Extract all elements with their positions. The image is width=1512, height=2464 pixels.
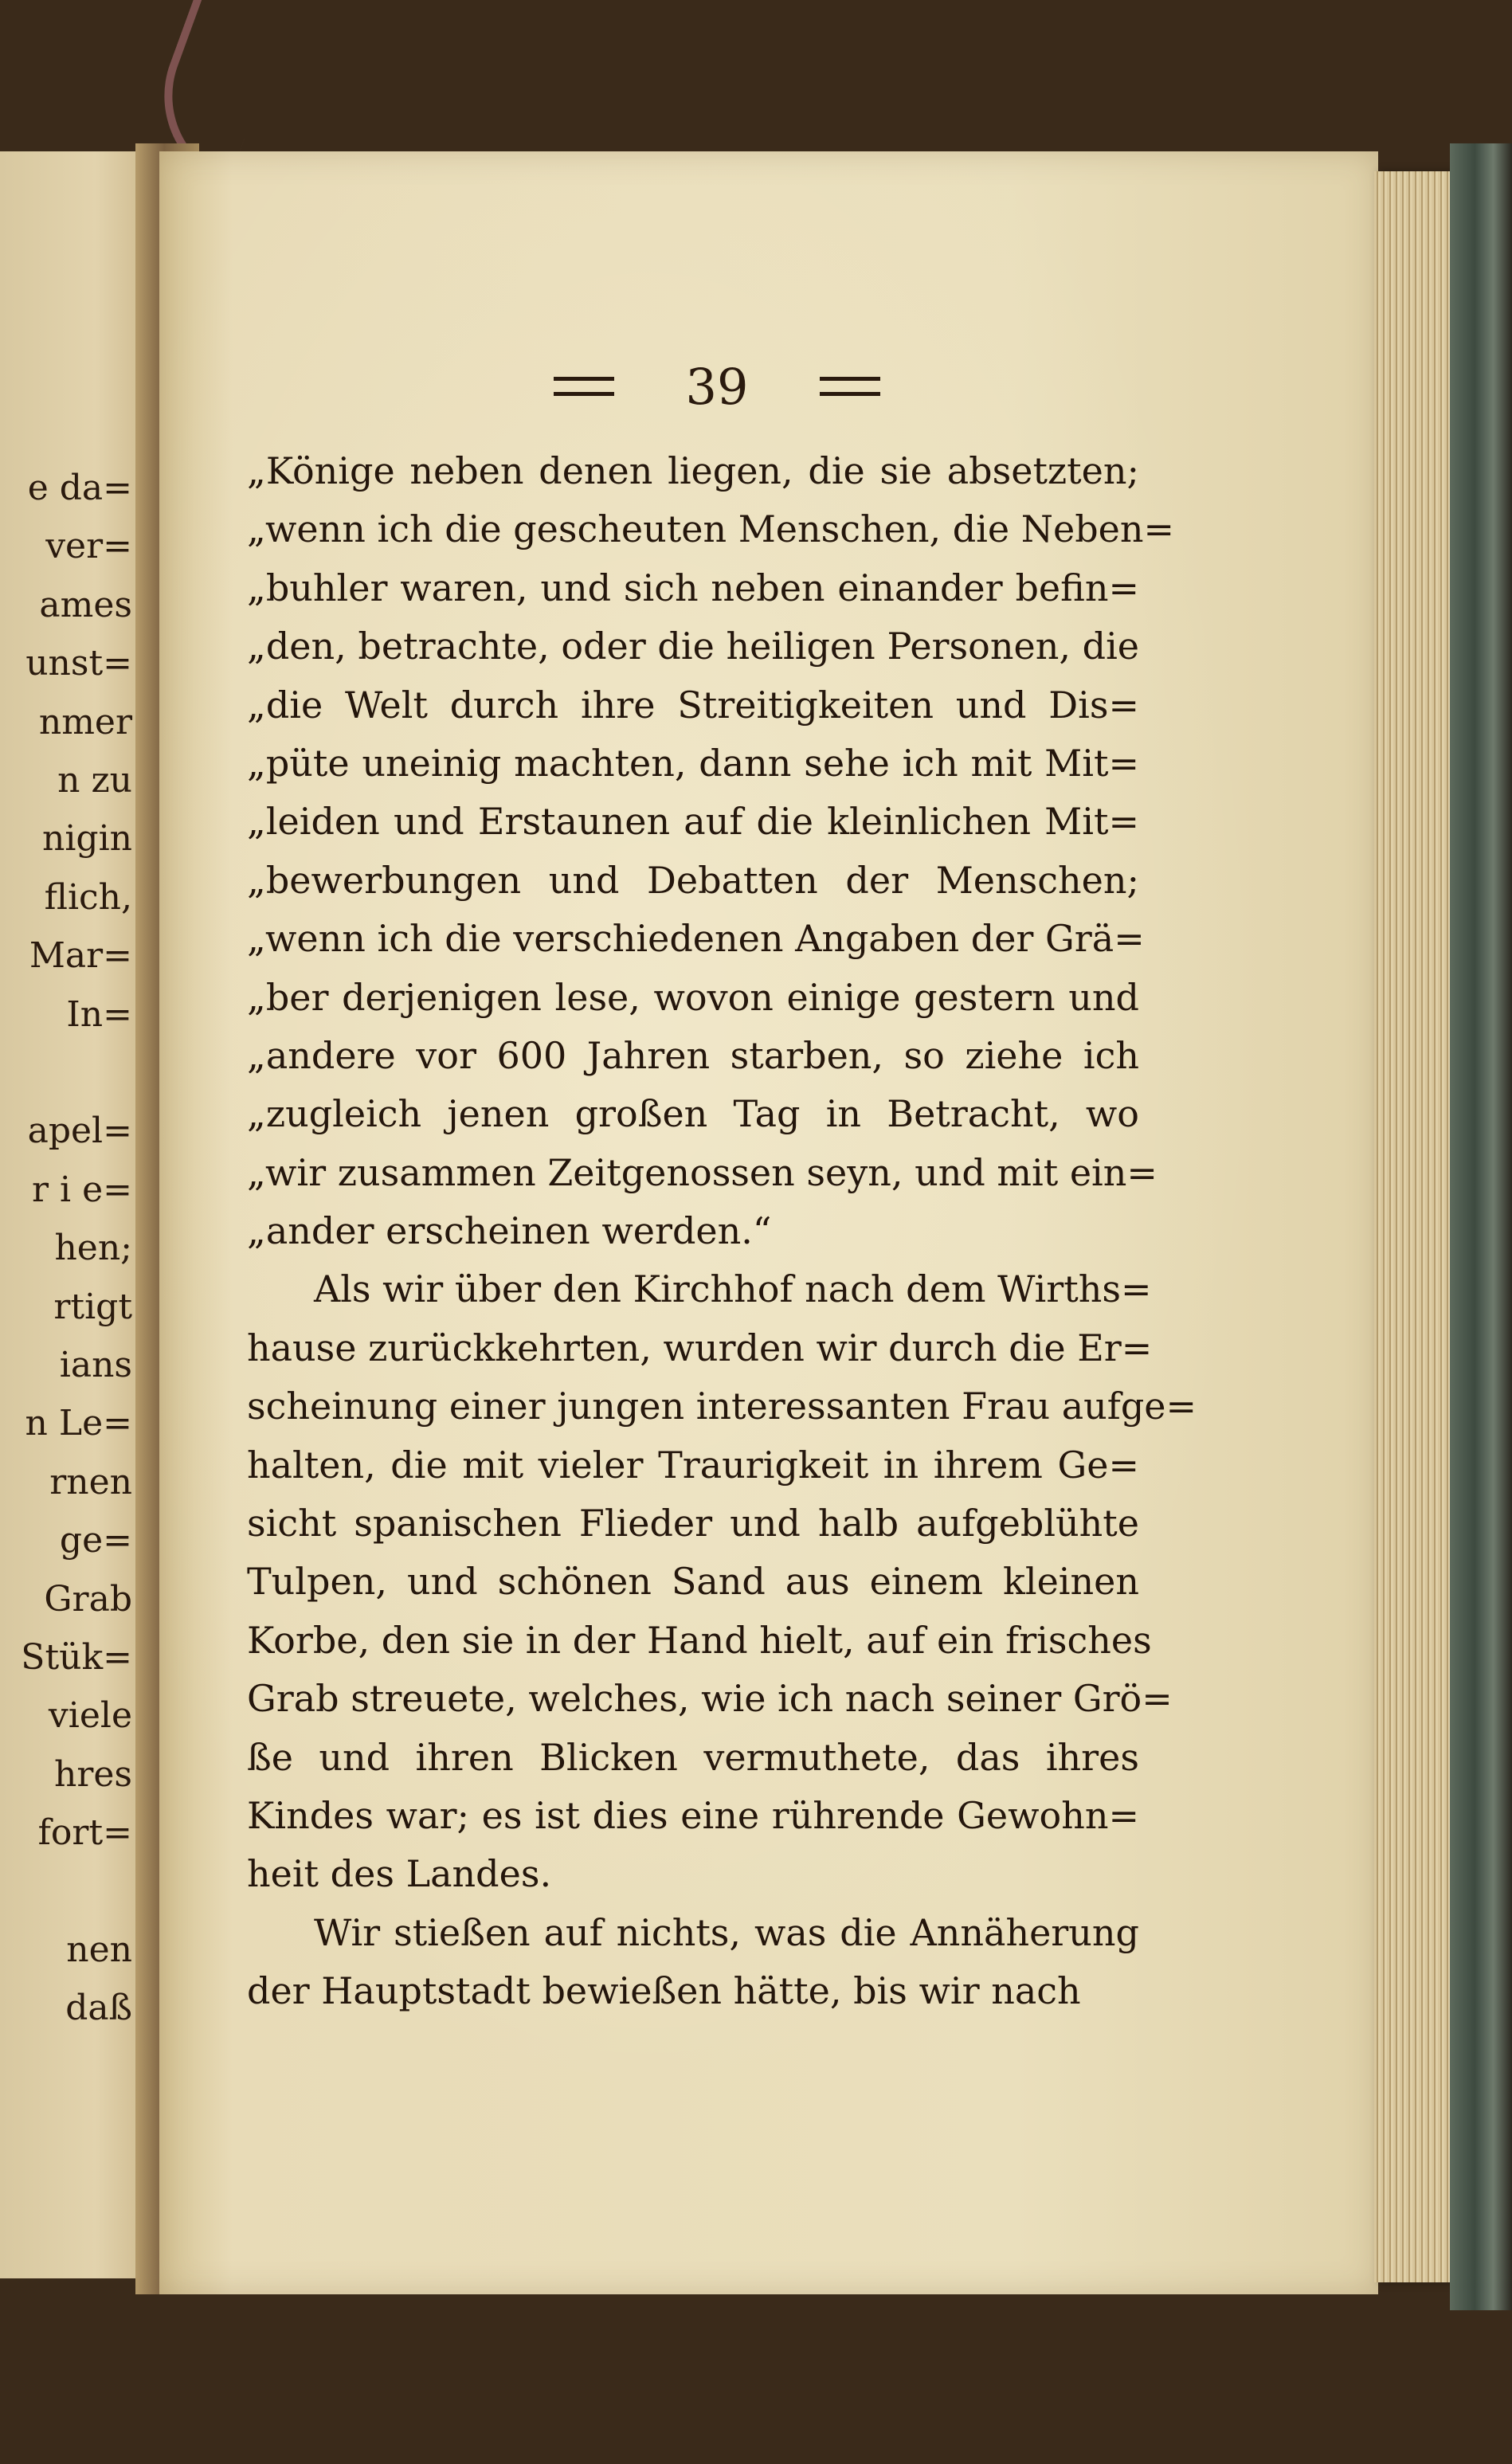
text-line: halten, die mit vieler Traurigkeit in ihrem Ge= <box>247 1443 1139 1487</box>
text-line: „wenn ich die verschiedenen Angaben der Grä= <box>247 917 1145 961</box>
text-line: „bewerbungen und Debatten der Menschen; <box>247 858 1139 902</box>
left-page-fragment: n Le= <box>25 1403 132 1444</box>
left-page-fragment: nmer <box>38 701 132 742</box>
text-line: hause zurückkehrten, wurden wir durch die Er= <box>247 1326 1153 1369</box>
left-page-fragment: Mar= <box>29 935 132 977</box>
text-line: „püte uneinig machten, dann sehe ich mit Mit= <box>247 741 1139 785</box>
left-page-fragment: In= <box>66 993 132 1035</box>
text-line: „den, betrachte, oder die heiligen Personen, die <box>247 625 1139 668</box>
page-edges <box>1374 171 1454 2282</box>
text-line: „wir zusammen Zeitgenossen seyn, und mit ein= <box>247 1150 1158 1194</box>
text-line: scheinung einer jungen interessanten Frau aufge= <box>247 1385 1197 1428</box>
text-line: „die Welt durch ihre Streitigkeiten und Dis= <box>247 683 1139 727</box>
book-cover-edge <box>1450 143 1512 2310</box>
text-line: Als wir über den Kirchhof nach dem Wirths= <box>314 1267 1152 1311</box>
text-line: „buhler waren, und sich neben einander befin= <box>247 566 1139 609</box>
text-line: Wir stießen auf nichts, was die Annäherung <box>314 1910 1139 1954</box>
left-page-fragment: Grab <box>44 1578 132 1620</box>
text-line: „ber derjenigen lese, wovon einige gestern und <box>247 975 1139 1019</box>
page-header <box>510 351 924 422</box>
text-line: Grab streuete, welches, wie ich nach seiner Grö= <box>247 1677 1173 1721</box>
left-page-fragment: daß <box>65 1988 132 2029</box>
left-page-fragment: ians <box>59 1345 132 1385</box>
left-page-fragment: ver= <box>45 526 132 567</box>
left-page-fragment: ames <box>39 584 132 625</box>
text-line: „wenn ich die gescheuten Menschen, die Neben= <box>247 507 1175 551</box>
page-number: 39 <box>685 357 749 416</box>
text-line: Tulpen, und schönen Sand aus einem kleinen <box>247 1560 1139 1604</box>
text-line: „zugleich jenen großen Tag in Betracht, wo <box>247 1092 1139 1136</box>
left-page-fragment: e da= <box>27 468 132 508</box>
text-line: „andere vor 600 Jahren starben, so ziehe ich <box>247 1033 1139 1077</box>
left-page-fragment: rnen <box>49 1461 132 1502</box>
left-page-fragment: viele <box>48 1695 132 1737</box>
text-line: ße und ihren Blicken vermuthete, das ihres <box>247 1735 1139 1779</box>
left-page-fragment: fort= <box>37 1812 132 1854</box>
text-line: „leiden und Erstaunen auf die kleinlichen Mit= <box>247 800 1139 844</box>
text-line: „Könige neben denen liegen, die sie absetzten; <box>247 449 1139 492</box>
text-line: der Hauptstadt bewießen hätte, bis wir nach <box>247 1969 1081 2013</box>
text-line: sicht spanischen Flieder und halb aufgeblühte <box>247 1502 1139 1545</box>
text-line: heit des Landes. <box>247 1852 552 1896</box>
text-line: Kindes war; es ist dies eine rührende Gewohn= <box>247 1793 1139 1837</box>
text-line: Korbe, den sie in der Hand hielt, auf ein frisches <box>247 1618 1152 1662</box>
header-rule-right <box>820 377 880 396</box>
text-line: „ander erscheinen werden.“ <box>247 1209 772 1253</box>
left-page-fragment: hen; <box>54 1228 132 1269</box>
left-page-fragment: ge= <box>59 1520 132 1561</box>
left-page-fragment: Stük= <box>21 1637 132 1678</box>
left-page-fragment: r i e= <box>32 1169 132 1210</box>
left-page-fragment: flich, <box>44 876 132 918</box>
header-rule-left <box>554 377 614 396</box>
left-page-fragment: nen <box>66 1929 132 1970</box>
left-page-fragment: rtigt <box>53 1286 132 1327</box>
left-page-fragment: nigin <box>42 818 132 860</box>
left-page-fragment: unst= <box>25 643 132 684</box>
left-page-fragment: apel= <box>27 1111 132 1152</box>
left-page-fragment: n zu <box>57 760 132 801</box>
left-page-fragment: hres <box>54 1753 132 1795</box>
body-text <box>247 442 1197 2021</box>
